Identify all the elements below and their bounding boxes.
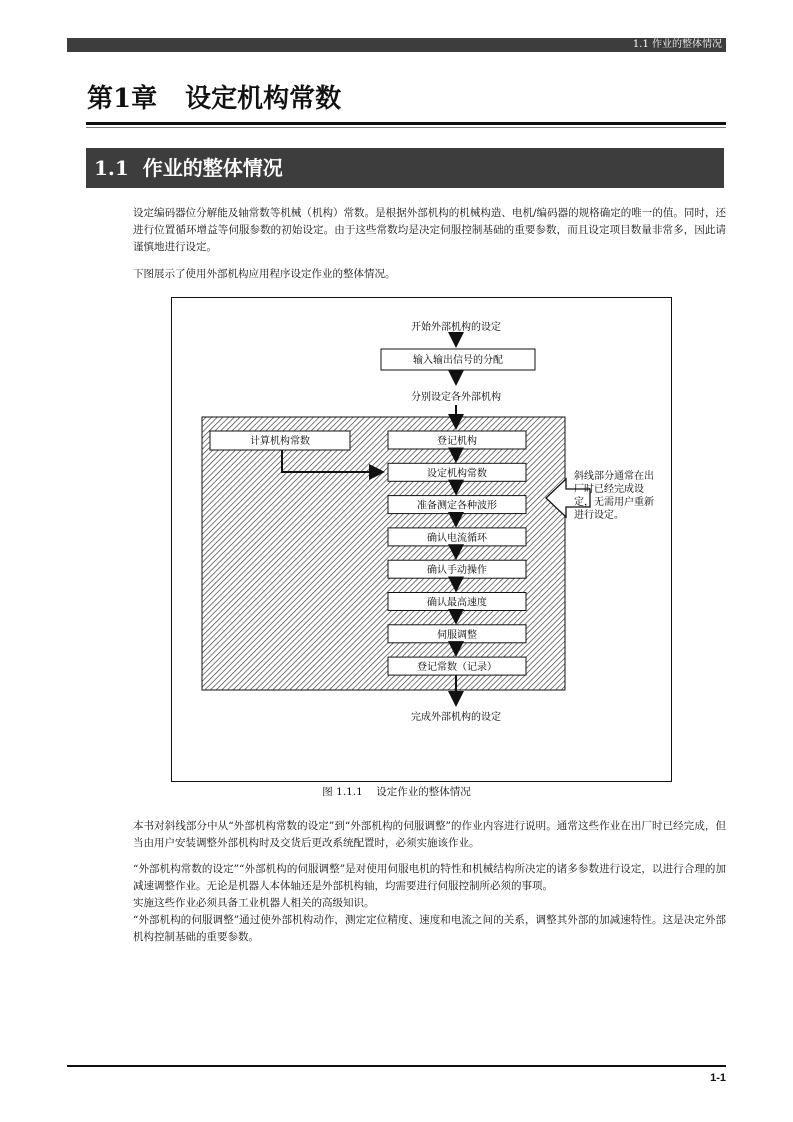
step-label: 登记机构	[437, 436, 477, 447]
section-heading	[86, 148, 724, 188]
note-line-3: 定，无需用户重新	[574, 497, 654, 508]
note-line-1: 斜线部分通常在出	[574, 471, 654, 482]
chapter-rule	[86, 122, 726, 125]
section-number: 1.1	[94, 156, 129, 180]
flowchart-figure	[171, 297, 672, 782]
note-line-4: 进行设定。	[574, 510, 624, 521]
paragraph-params: “外部机构常数的设定”“外部机构的伺服调整”是对使用伺服电机的特性和机械结构所决定的诸多参数进行设定，以进行合理的加减速调整作业。无论是机器人本体轴还是外部机构轴，均需要进行伺服控制所必须的事项。	[133, 863, 726, 892]
running-header-title: 1.1 作业的整体情况	[632, 39, 722, 50]
hatched-region	[202, 417, 565, 690]
step-label: 设定机构常数	[427, 468, 487, 480]
intro-paragraph: 设定编码器位分解能及轴常数等机械（机构）常数。是根据外部机构的机械构造、电机/编码器的规格确定的唯一的值。同时，还进行位置循环增益等伺服参数的初始设定。由于这些常数均是决定伺服控制基础的重要参数，而且设定项目数量非常多，因此请谨慎地进行设定。	[133, 207, 726, 253]
chapter-rule-thin	[86, 127, 726, 128]
chapter-title	[87, 78, 341, 115]
step-label: 伺服调整	[437, 629, 477, 641]
step-label: 准备测定各种波形	[417, 500, 497, 512]
figure-lead-paragraph: 下图展示了使用外部机构应用程序设定作业的整体情况。	[133, 268, 396, 280]
per-mechanism-label: 分别设定各外部机构	[411, 392, 501, 403]
page-number: 1-1	[710, 1072, 726, 1084]
start-label: 开始外部机构的设定	[411, 322, 501, 333]
step-label: 确认手动操作	[427, 565, 487, 577]
footer-rule	[67, 1065, 726, 1067]
section-title: 作业的整体情况	[142, 156, 283, 180]
running-header	[67, 38, 726, 52]
paragraph-scope: 本书对斜线部分中从“外部机构常数的设定”到“外部机构的伺服调整”的作业内容进行说明。通常这些作业在出厂时已经完成，但当由用户安装调整外部机构时及交货后更改系统配置时，必须实施该作业。	[133, 820, 726, 849]
chapter-name: 设定机构常数	[185, 84, 342, 114]
step-label: 确认最高速度	[427, 597, 487, 609]
end-label: 完成外部机构的设定	[411, 712, 501, 723]
step-label: 确认电流循环	[427, 532, 487, 544]
io-box-label: 输入输出信号的分配	[413, 355, 503, 366]
flowchart-svg	[172, 298, 671, 781]
chapter-number: 第1章	[87, 84, 158, 114]
step-label: 登记常数（记录）	[417, 662, 497, 674]
paragraph-servo: “外部机构的伺服调整”通过使外部机构动作，测定定位精度、速度和电流之间的关系，调整其外部的加减速特性。这是决定外部机构控制基础的重要参数。	[133, 914, 726, 943]
paragraph-knowledge: 实施这些作业必须具备工业机器人相关的高级知识。	[133, 897, 375, 909]
note-line-2: 厂时已经完成设	[574, 484, 644, 495]
calc-box-label: 计算机构常数	[250, 436, 310, 447]
figure-caption: 图 1.1.1 设定作业的整体情况	[322, 786, 471, 798]
